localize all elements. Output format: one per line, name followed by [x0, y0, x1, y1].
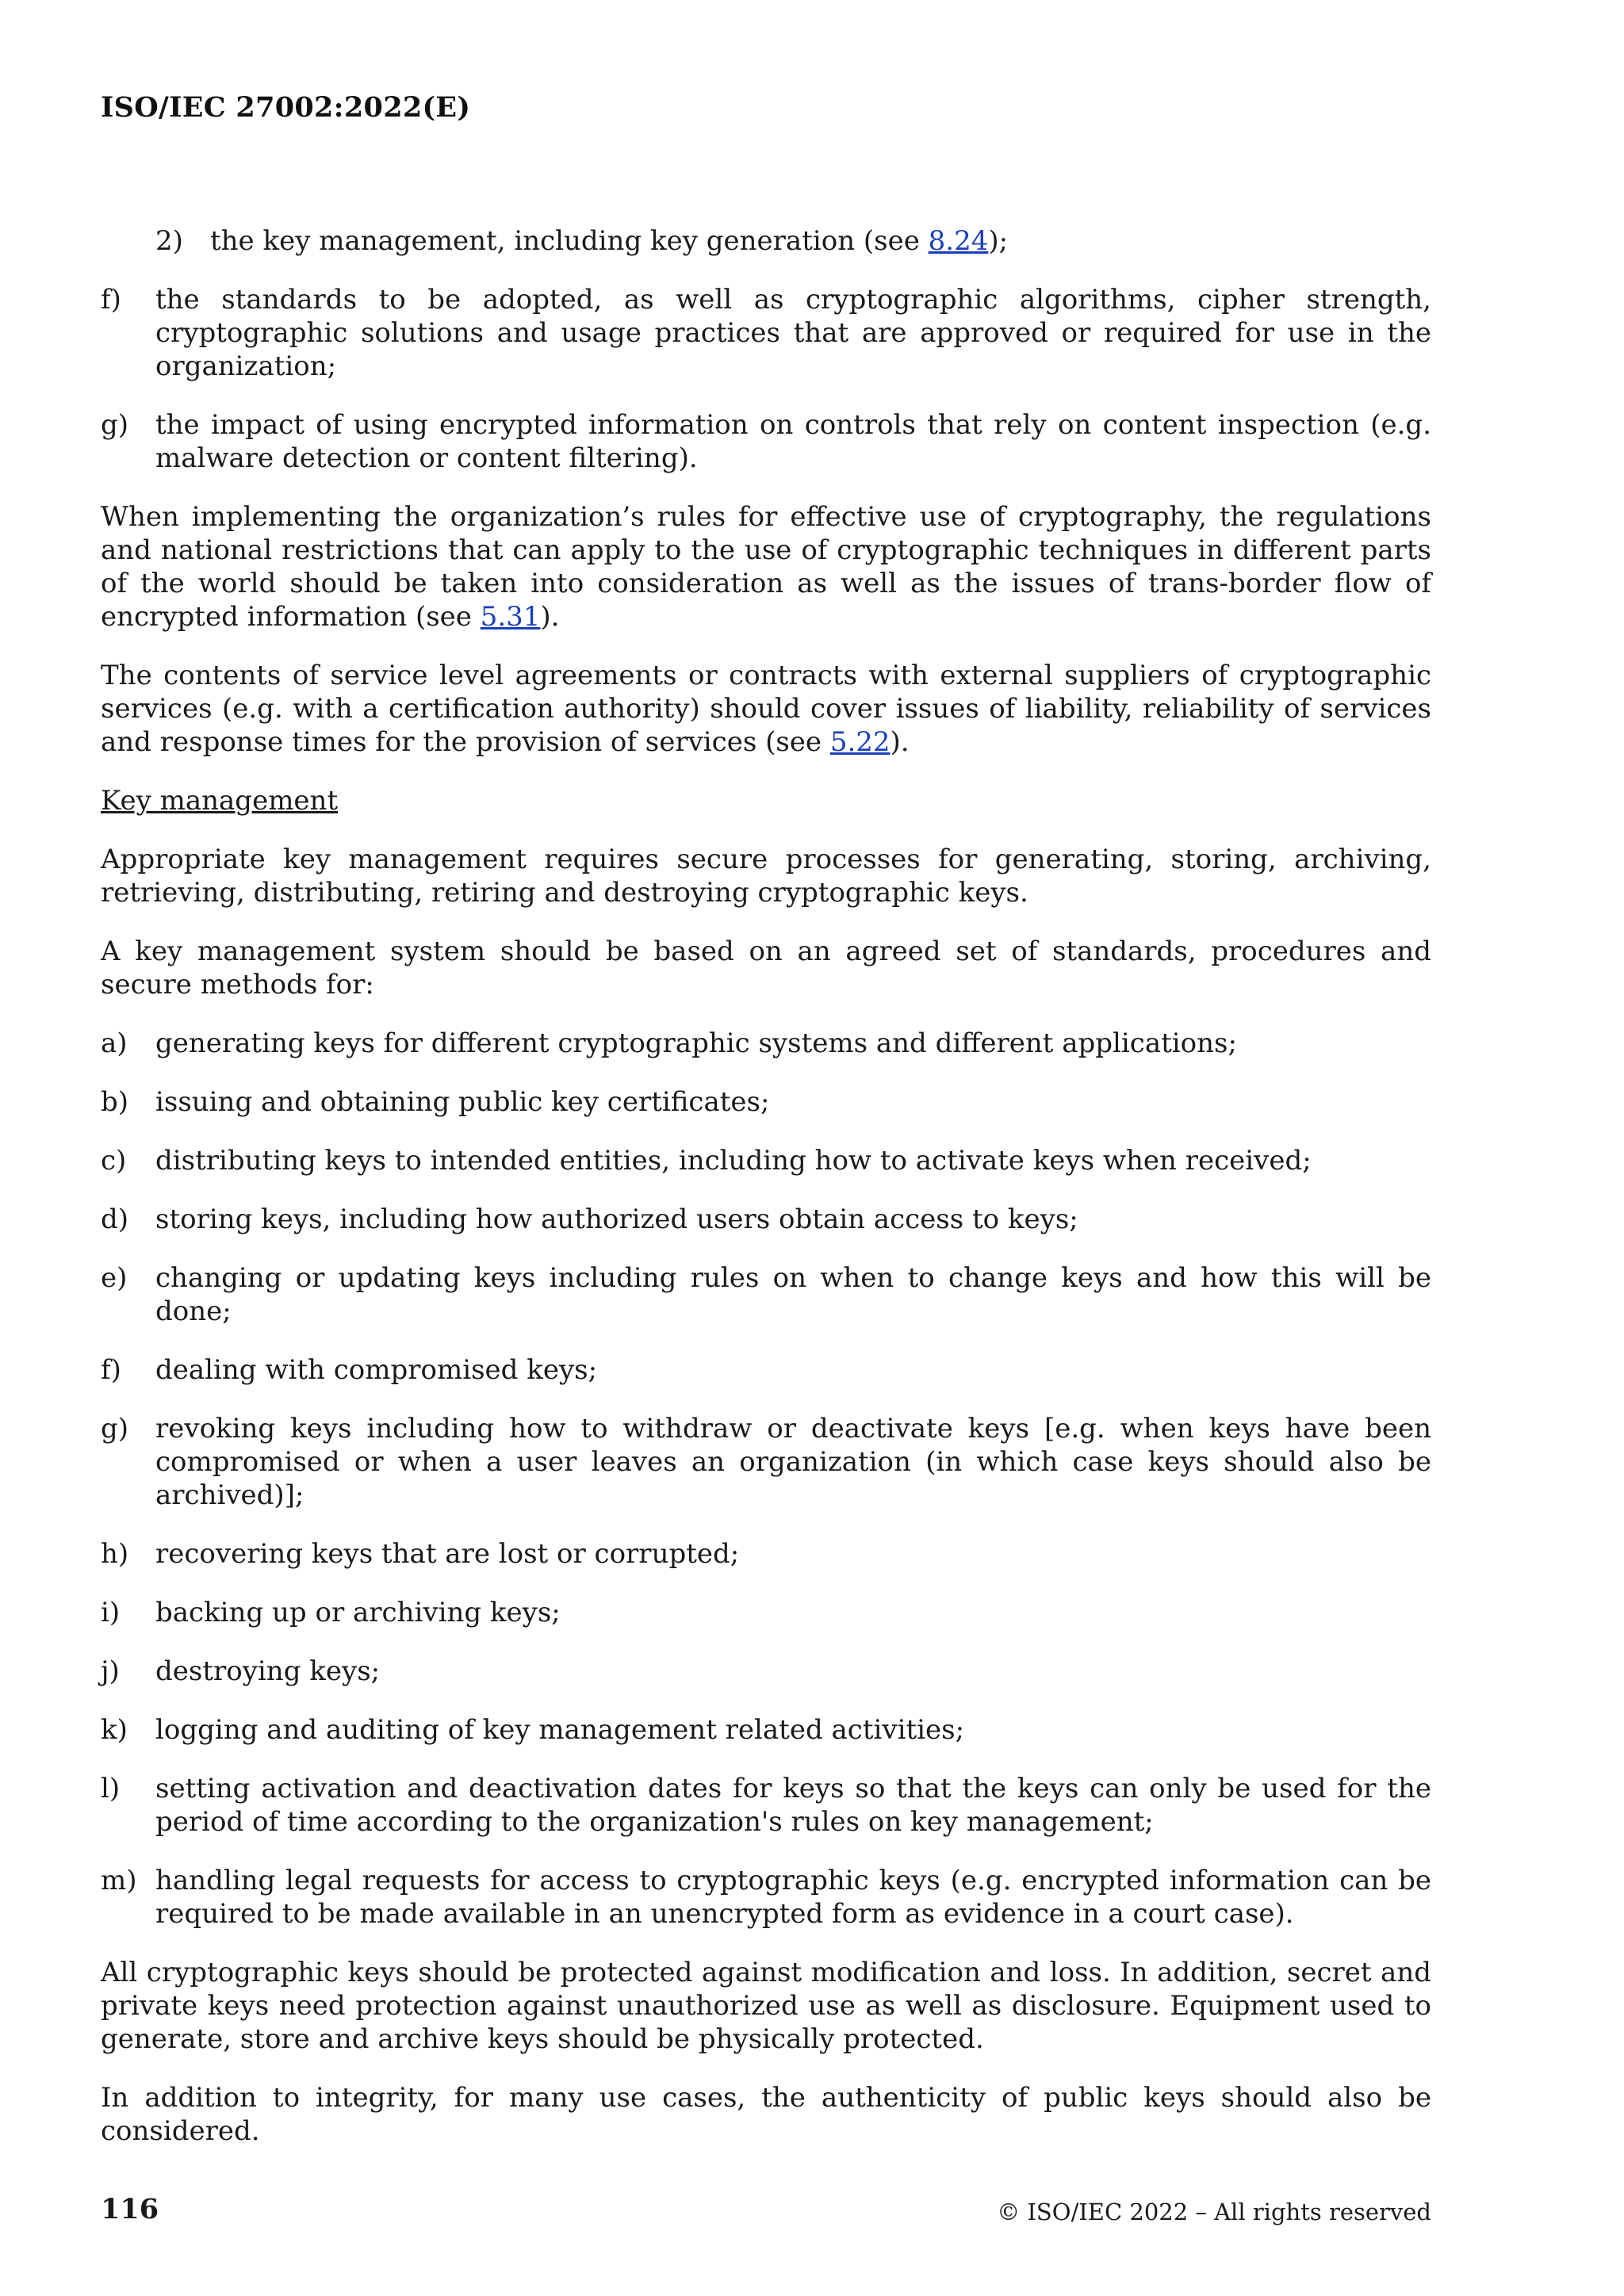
list-item-text: storing keys, including how authorized users obtain access to keys;: [155, 1203, 1078, 1235]
list-item-text: the standards to be adopted, as well as cryptographic algorithms, cipher strength, cryptographic solutions and usage practices that are approved or required for use in the organization;: [155, 284, 1431, 382]
list-item-label: k): [101, 1714, 128, 1746]
list-item: [101, 408, 1431, 475]
list-item-text: logging and auditing of key management related activities;: [155, 1714, 965, 1746]
list-item-text: revoking keys including how to withdraw or deactivate keys [e.g. when keys have been compromised or when a user leaves an organization (in which case keys should also be archived)];: [155, 1413, 1431, 1511]
list-item: [101, 1203, 1431, 1236]
clause-link-5-31[interactable]: 5.31: [480, 601, 541, 633]
list-item-text: destroying keys;: [155, 1655, 381, 1687]
list-item-label: b): [101, 1086, 129, 1118]
copyright-notice: © ISO/IEC 2022 – All rights reserved: [997, 2198, 1431, 2225]
list-item-text: changing or updating keys including rules on when to change keys and how this will be done;: [155, 1262, 1431, 1327]
list-item-text: the key management, including key generation (see 8.24);: [210, 225, 1009, 257]
list-item-text: handling legal requests for access to cryptographic keys (e.g. encrypted information can be required to be made available in an unencrypted form as evidence in a court case).: [155, 1865, 1431, 1930]
list-item-label: c): [101, 1145, 127, 1177]
clause-link-8-24[interactable]: 8.24: [928, 225, 989, 257]
clause-link-5-22[interactable]: 5.22: [829, 726, 891, 758]
list-item-text: recovering keys that are lost or corrupted;: [155, 1538, 740, 1570]
key-management-list: [101, 1027, 1431, 1931]
list-item-text: generating keys for different cryptographic systems and different applications;: [155, 1027, 1237, 1059]
list-item: [101, 1412, 1431, 1512]
list-item-label: f): [101, 284, 121, 316]
paragraph-agreements: The contents of service level agreements or contracts with external suppliers of cryptographic services (e.g. with a certification authority) should cover issues of liability, reliability of services and response times for the provision of services (see 5.22).: [101, 660, 1431, 758]
document-id-header: ISO/IEC 27002:2022(E): [101, 91, 471, 124]
list-item-label: j): [101, 1655, 120, 1687]
list-item: [101, 1261, 1431, 1328]
paragraph-key-management-intro: Appropriate key management requires secure processes for generating, storing, archiving, retrieving, distributing, retiring and destroying cryptographic keys.: [101, 844, 1431, 909]
list-item-label: 2): [155, 225, 183, 257]
list-item: [101, 1537, 1431, 1571]
page-content: [101, 224, 1431, 2173]
paragraph-restrictions: When implementing the organization’s rules for effective use of cryptography, the regulations and national restrictions that can apply to the use of cryptographic techniques in different parts of the world should be taken into consideration as well as the issues of trans-border flow of encrypted information (see 5.31).: [101, 501, 1431, 633]
list-item-label: e): [101, 1262, 128, 1294]
paragraph-key-protection: All cryptographic keys should be protected against modification and loss. In addition, secret and private keys need protection against unauthorized use as well as disclosure. Equipment used to generate, store and archive keys should be physically protected.: [101, 1957, 1431, 2055]
list-item-label: d): [101, 1203, 129, 1235]
paragraph-integrity: In addition to integrity, for many use cases, the authenticity of public keys should also be considered.: [101, 2082, 1431, 2147]
list-item-label: g): [101, 1413, 129, 1445]
list-item-text: backing up or archiving keys;: [155, 1597, 561, 1628]
list-item-text: issuing and obtaining public key certificates;: [155, 1086, 770, 1118]
list-item-label: i): [101, 1597, 121, 1628]
list-item: [101, 1655, 1431, 1688]
list-item: [101, 1027, 1431, 1060]
list-item-label: g): [101, 409, 129, 441]
list-item-text: setting activation and deactivation dates for keys so that the keys can only be used for the period of time according to the organization's rules on key management;: [155, 1773, 1431, 1838]
list-item: [101, 1713, 1431, 1747]
list-item-label: a): [101, 1027, 128, 1059]
list-item-text: dealing with compromised keys;: [155, 1354, 598, 1386]
paragraph-key-management-system: A key management system should be based on an agreed set of standards, procedures and secure methods for:: [101, 936, 1431, 1001]
list-item: [101, 1085, 1431, 1119]
list-item-label: m): [101, 1865, 137, 1896]
list-item: [101, 1596, 1431, 1629]
list-item: [101, 1772, 1431, 1839]
list-item: [101, 1144, 1431, 1177]
page-number: 116: [101, 2193, 159, 2225]
list-item-text: the impact of using encrypted information on controls that rely on content inspection (e.g. malware detection or content filtering).: [155, 409, 1431, 474]
list-item-label: f): [101, 1354, 121, 1386]
list-item: [101, 283, 1431, 383]
list-item-label: l): [101, 1773, 121, 1804]
list-item: [101, 1353, 1431, 1387]
list-item: [101, 1864, 1431, 1931]
key-management-heading: Key management: [101, 785, 339, 817]
list-item-label: h): [101, 1538, 129, 1570]
list-item-text: distributing keys to intended entities, including how to activate keys when received;: [155, 1145, 1312, 1177]
list-item: [155, 224, 1431, 258]
